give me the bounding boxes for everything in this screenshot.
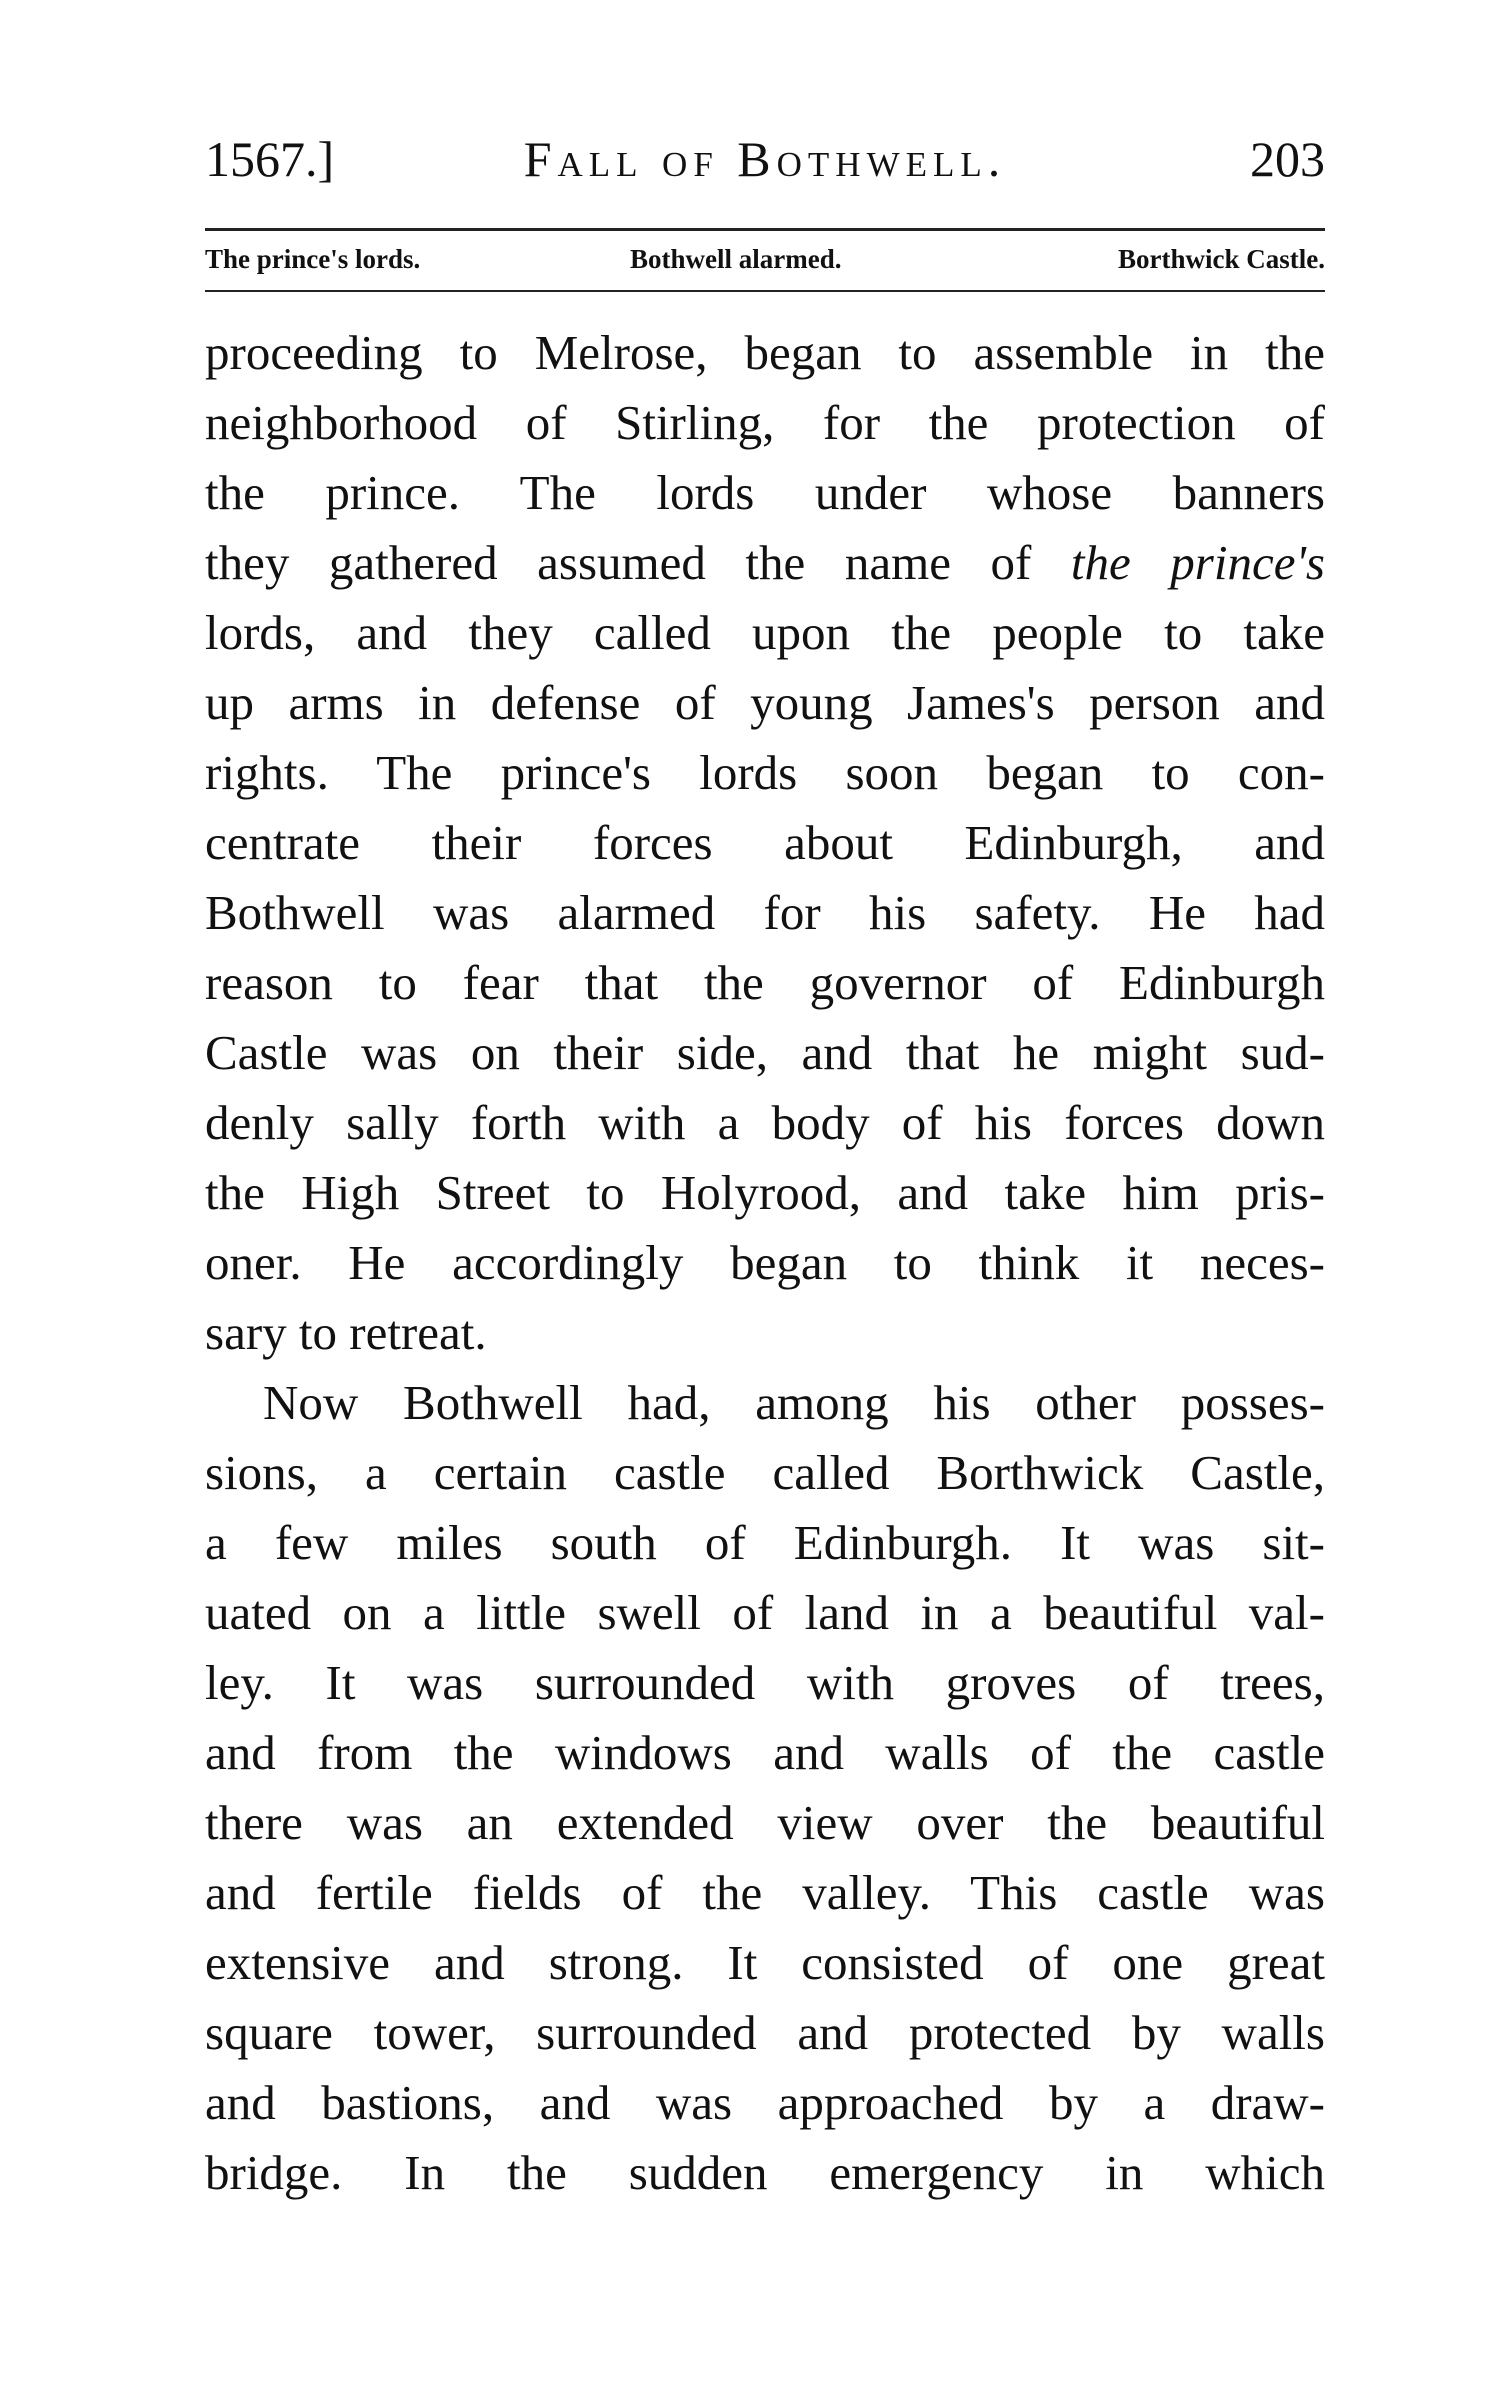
text-line: rights. The prince's lords soon began to con- bbox=[205, 745, 1325, 800]
text-line: proceeding to Melrose, began to assemble in the bbox=[205, 325, 1325, 380]
text-line bbox=[205, 528, 1325, 598]
text-line: and fertile fields of the valley. This castle was bbox=[205, 1865, 1325, 1920]
text-line: there was an extended view over the beautiful bbox=[205, 1795, 1325, 1850]
text-line: Castle was on their side, and that he might sud- bbox=[205, 1025, 1325, 1080]
text-line: uated on a little swell of land in a beautiful val- bbox=[205, 1585, 1325, 1640]
text-line: denly sally forth with a body of his forces down bbox=[205, 1095, 1325, 1150]
text-line: up arms in defense of young James's person and bbox=[205, 675, 1325, 730]
text-line: square tower, surrounded and protected by walls bbox=[205, 2005, 1325, 2060]
marginal-sidenotes bbox=[205, 238, 1325, 286]
text-line: sions, a certain castle called Borthwick Castle, bbox=[205, 1445, 1325, 1500]
text-line: ley. It was surrounded with groves of trees, bbox=[205, 1655, 1325, 1710]
sidenote-rule bbox=[205, 290, 1325, 292]
text-line: extensive and strong. It consisted of one great bbox=[205, 1935, 1325, 1990]
text-line: the prince. The lords under whose banners bbox=[205, 465, 1325, 520]
text-line: and from the windows and walls of the castle bbox=[205, 1725, 1325, 1780]
italic-term: the prince's bbox=[1070, 535, 1325, 590]
running-header bbox=[205, 130, 1325, 200]
header-rule bbox=[205, 228, 1325, 231]
text-line: oner. He accordingly began to think it neces- bbox=[205, 1235, 1325, 1290]
text-span: they gathered assumed the name of bbox=[205, 535, 1032, 590]
page-number: 203 bbox=[1250, 131, 1325, 187]
text-line: a few miles south of Edinburgh. It was sit- bbox=[205, 1515, 1325, 1570]
header-year: 1567.] bbox=[205, 131, 335, 187]
header-title: Fall of Bothwell. bbox=[523, 131, 1007, 187]
sidenote-left: The prince's lords. bbox=[205, 244, 421, 274]
body-text bbox=[205, 318, 1325, 2208]
text-line: sary to retreat. bbox=[205, 1305, 487, 1360]
text-line: centrate their forces about Edinburgh, and bbox=[205, 815, 1325, 870]
text-line: bridge. In the sudden emergency in which bbox=[205, 2145, 1325, 2200]
sidenote-center: Bothwell alarmed. bbox=[630, 244, 842, 274]
text-line: the High Street to Holyrood, and take him pris- bbox=[205, 1165, 1325, 1220]
text-line: Bothwell was alarmed for his safety. He had bbox=[205, 885, 1325, 940]
text-line: Now Bothwell had, among his other posses- bbox=[263, 1375, 1325, 1430]
text-line: neighborhood of Stirling, for the protection of bbox=[205, 395, 1325, 450]
text-line: reason to fear that the governor of Edinburgh bbox=[205, 955, 1325, 1010]
text-line: and bastions, and was approached by a draw- bbox=[205, 2075, 1325, 2130]
sidenote-right: Borthwick Castle. bbox=[1118, 244, 1325, 274]
text-line: lords, and they called upon the people to take bbox=[205, 605, 1325, 660]
